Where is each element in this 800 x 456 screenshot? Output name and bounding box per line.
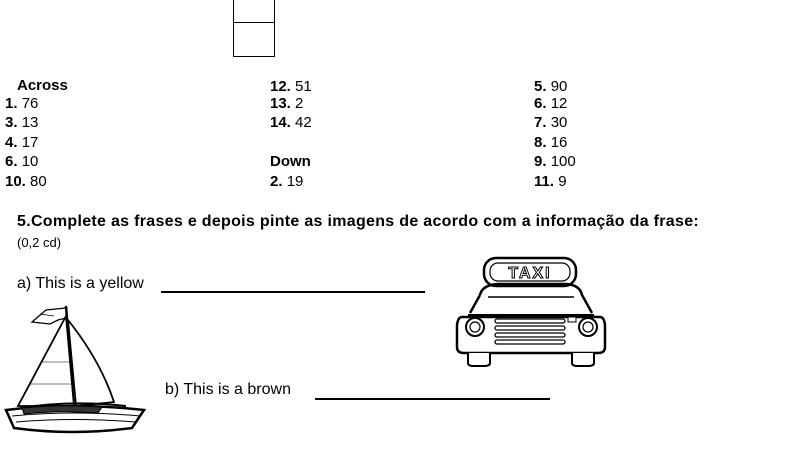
clue-number: 7. bbox=[534, 114, 547, 131]
sentence-b: b) This is a brown bbox=[165, 381, 291, 398]
question-5-title: 5.Complete as frases e depois pinte as imagens de acordo com a informação da frase: bbox=[17, 213, 700, 230]
clue-down-8 bbox=[534, 133, 567, 152]
sentence-a: a) This is a yellow bbox=[17, 275, 144, 292]
clue-answer: 13 bbox=[21, 114, 39, 131]
clue-answer: 30 bbox=[550, 114, 568, 131]
clue-answer: 42 bbox=[295, 114, 312, 131]
clue-down-6 bbox=[534, 94, 567, 113]
across-heading: Across bbox=[17, 77, 68, 94]
crossword-cell bbox=[233, 22, 275, 57]
clue-down-9 bbox=[534, 152, 576, 171]
clue-number: 8. bbox=[534, 134, 547, 151]
question-5-points: (0,2 cd) bbox=[17, 235, 62, 250]
clue-number: 14. bbox=[270, 114, 291, 131]
clue-answer: 2 bbox=[295, 95, 304, 112]
clue-answer: 9 bbox=[558, 173, 567, 190]
clue-across-4 bbox=[5, 133, 38, 152]
taxi-icon bbox=[440, 255, 610, 367]
clue-number: 1. bbox=[5, 95, 18, 112]
clue-down-11 bbox=[534, 172, 567, 191]
clue-number: 10. bbox=[5, 173, 26, 190]
clue-number: 5. bbox=[534, 78, 547, 95]
clue-answer: 12 bbox=[550, 95, 568, 112]
clue-answer: 76 bbox=[21, 95, 39, 112]
clue-number: 2. bbox=[270, 173, 283, 190]
clue-number: 6. bbox=[534, 95, 547, 112]
clue-answer: 100 bbox=[550, 153, 576, 170]
answer-blank-b[interactable] bbox=[315, 398, 550, 400]
crossword-cell bbox=[233, 0, 275, 24]
clue-across-14 bbox=[270, 113, 312, 132]
clue-number: 6. bbox=[5, 153, 18, 170]
clue-number: 13. bbox=[270, 95, 291, 112]
clue-across-13 bbox=[270, 94, 303, 113]
clue-number: 11. bbox=[534, 173, 555, 190]
clue-number: 3. bbox=[5, 114, 18, 131]
clue-number: 4. bbox=[5, 134, 18, 151]
clue-number: 12. bbox=[270, 78, 291, 95]
clue-answer: 17 bbox=[21, 134, 39, 151]
clue-across-6 bbox=[5, 152, 38, 171]
clue-answer: 10 bbox=[21, 153, 39, 170]
clue-answer: 90 bbox=[550, 78, 568, 95]
clue-across-1 bbox=[5, 94, 38, 113]
clue-down-2 bbox=[270, 172, 303, 191]
clue-down-7 bbox=[534, 113, 567, 132]
clue-across-3 bbox=[5, 113, 38, 132]
down-heading: Down bbox=[270, 153, 311, 170]
clue-answer: 80 bbox=[30, 173, 47, 190]
clue-across-10 bbox=[5, 172, 47, 191]
answer-blank-a[interactable] bbox=[161, 291, 425, 293]
clue-answer: 51 bbox=[295, 78, 312, 95]
taxi-sign-text: TAXI bbox=[508, 265, 552, 282]
clue-answer: 19 bbox=[286, 173, 304, 190]
clue-answer: 16 bbox=[550, 134, 568, 151]
clue-number: 9. bbox=[534, 153, 547, 170]
sailboat-icon bbox=[2, 302, 148, 436]
